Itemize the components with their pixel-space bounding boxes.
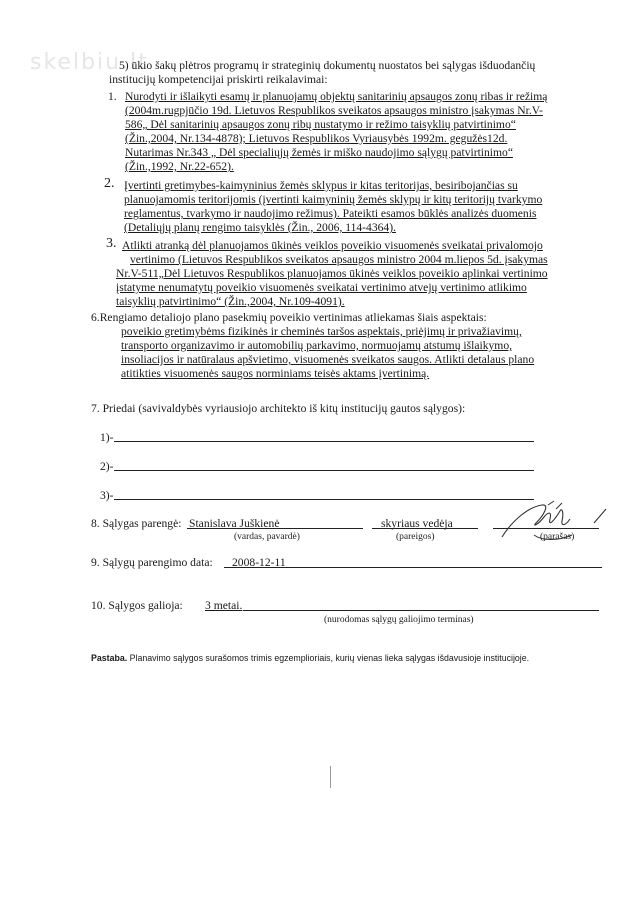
item-1-line-6: (Žin.,1992, Nr.22-652). — [125, 160, 234, 173]
preparer-name-line — [187, 528, 363, 529]
footnote-text: Planavimo sąlygos surašomos trimis egzemplioriais, kurių vienas lieka sąlygas išdavusioje institucijoje. — [127, 653, 530, 663]
caption-signature: (parašas) — [540, 532, 575, 542]
attachment-3-line — [114, 499, 534, 500]
item-1-number: 1. — [108, 90, 117, 103]
section-10-label: 10. Sąlygos galioja: — [91, 599, 183, 612]
attachment-1-line — [114, 441, 534, 442]
validity-caption: (nurodomas sąlygų galiojimo terminas) — [324, 615, 474, 625]
scan-mark — [330, 766, 331, 788]
attachment-2: 2)- — [100, 460, 114, 473]
item-3-line-1: Atlikti atranką dėl planuojamos ūkinės veiklos poveikio visuomenės sveikatai privalomojo — [122, 239, 543, 252]
section-6-line-1: poveikio gretimybėms fizikinės ir cheminės taršos aspektais, priėjimų ir privažiavimų, — [121, 325, 522, 338]
item-2-line-4: (Detaliųjų planų rengimo taisyklės (Žin., 2006, 114-4364). — [124, 221, 396, 234]
handwritten-signature-icon — [498, 497, 610, 545]
validity-value: 3 metai. — [205, 599, 243, 612]
preparer-position: skyriaus vedėja — [381, 517, 453, 530]
preparer-position-line — [372, 528, 478, 529]
section-6-heading: 6.Rengiamo detaliojo plano pasekmių poveikio vertinimas atliekamas šiais aspektais: — [91, 311, 487, 324]
item-2-line-1: Įvertinti gretimybes-kaimyninius žemės sklypus ir kitas teritorijas, besiribojančias su — [124, 179, 518, 192]
item-2-line-3: reglamentus, tvarkymo ir naudojimo režimus). Pateikti esamos būklės analizės duomenis — [124, 207, 537, 220]
item-1-line-1: Nurodyti ir išlaikyti esamų ir planuojamų objektų sanitarinių apsaugos zonų ribas ir režimą — [125, 90, 548, 103]
footnote-label: Pastaba. — [91, 653, 128, 663]
caption-position: (pareigos) — [396, 532, 435, 542]
item-2-number: 2. — [104, 176, 115, 191]
item-3-number: 3. — [106, 236, 117, 251]
section-9-label: 9. Sąlygų parengimo data: — [91, 556, 213, 569]
section-6-line-4: atitikties visuomenės saugos norminiams teisės aktams įvertinimą. — [121, 367, 430, 380]
intro-line-1: 5) ūkio šakų plėtros programų ir strateginių dokumentų nuostatos bei sąlygas išduodančių — [119, 59, 536, 72]
validity-line — [243, 610, 599, 611]
attachment-1: 1)- — [100, 431, 114, 444]
item-3-line-3: Nr.V-511„Dėl Lietuvos Respublikos planuojamos ūkinės veiklos poveikio aplinkai vertinimo — [116, 267, 548, 280]
item-3-line-5: taisyklių patvirtinimo“ (Žin.,2004, Nr.109-4091). — [116, 295, 345, 308]
item-2-line-2: planuojamomis teritorijomis (įvertinti kaimyninių žemės sklypų ir kitų teritorijų tvarkymo — [124, 193, 543, 206]
footnote — [91, 653, 529, 664]
item-1-line-5: Nutarimas Nr.343 „ Dėl specialiųjų žemės ir miško naudojimo sąlygų patvirtinimo“ — [125, 146, 513, 159]
item-1-line-3: 586„ Dėl sanitarinių apsaugos zonų ribų nustatymo ir režimo taisyklių patvirtinimo“ — [125, 118, 516, 131]
item-1-line-2: (2004m.rugpjūčio 19d. Lietuvos Respublikos sveikatos apsaugos ministro įsakymas Nr.V- — [125, 104, 543, 117]
item-3-line-2: vertinimo (Lietuvos Respublikos sveikatos apsaugos ministro 2004 m.liepos 5d. įsakymas — [130, 253, 548, 266]
preparer-name: Stanislava Juškienė — [189, 517, 280, 530]
watermark: skelbiu.lt — [30, 50, 149, 75]
preparation-date: 2008-12-11 — [232, 556, 286, 569]
section-6-line-2: transporto organizavimo ir automobilių parkavimo, normuojamų atstumų išlaikymo, — [121, 339, 513, 352]
item-1-line-4: (Žin.,2004, Nr.134-4878); Lietuvos Respublikos Vyriausybės 1992m. gegužės12d. — [125, 132, 508, 145]
section-7-heading: 7. Priedai (savivaldybės vyriausiojo architekto iš kitų institucijų gautos sąlygos): — [91, 402, 466, 415]
intro-line-2: institucijų kompetencijai priskirti reikalavimai: — [109, 73, 328, 86]
section-8-label: 8. Sąlygas parengė: — [91, 517, 182, 530]
caption-name: (vardas, pavardė) — [234, 532, 300, 542]
preparation-date-line — [224, 567, 602, 568]
attachment-3: 3)- — [100, 489, 114, 502]
attachment-2-line — [114, 470, 534, 471]
section-6-line-3: insoliacijos ir natūralaus apšvietimo, visuomenės sveikatos saugos. Atlikti detalaus plano — [121, 353, 535, 366]
item-3-line-4: įstatyme nenumatytų poveikio visuomenės sveikatai vertinimo atvejų vertinimo atlikimo — [116, 281, 527, 294]
